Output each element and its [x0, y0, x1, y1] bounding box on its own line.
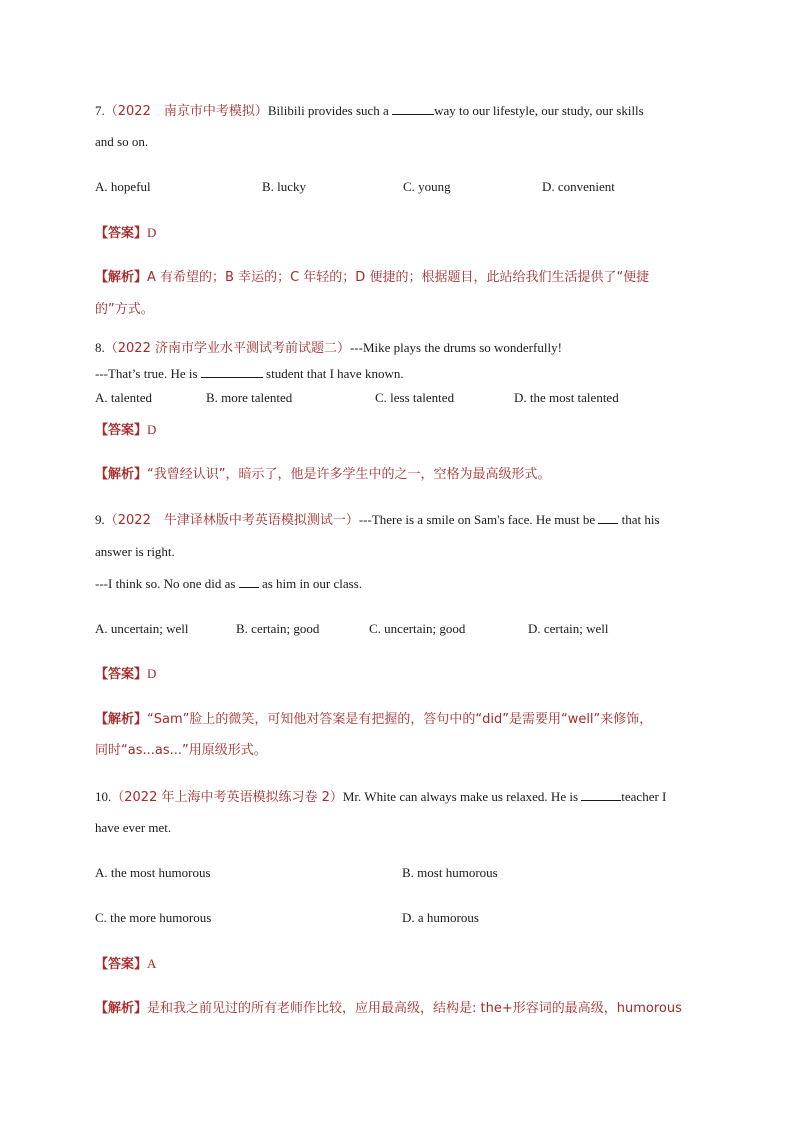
q8-stem-line2 [95, 365, 704, 383]
q9-analysis-line1 [95, 711, 704, 729]
q7-analysis-line1 [95, 269, 704, 287]
q8-option-c: C. less talented [375, 390, 455, 405]
q8-source: （2022 济南市学业水平测试考前试题二） [104, 341, 350, 356]
q9-stem3-post: as him in our class. [258, 576, 362, 591]
q8-stem-line1 [95, 339, 704, 358]
q7-stem-line1 [95, 102, 704, 121]
q9-stem-line1 [95, 511, 704, 530]
q7-answer-tag: 【答案】 [95, 226, 148, 241]
q7-stem-line2: and so on. [95, 134, 149, 149]
q7-answer [95, 224, 704, 243]
q7-answer-value: D [147, 225, 157, 240]
q8-option-b: B. more talented [206, 390, 293, 405]
q8-number: 8. [95, 340, 105, 355]
q7-option-d: D. convenient [542, 179, 615, 194]
q9-option-a: A. uncertain; well [95, 621, 189, 636]
q10-number: 10. [95, 789, 112, 804]
q10-stem-post: teacher I [621, 789, 667, 804]
q8-stem-pre: ---That’s true. He is [95, 366, 201, 381]
q10-answer-tag: 【答案】 [95, 957, 148, 972]
q7-blank [392, 102, 434, 115]
q7-option-a: A. hopeful [95, 179, 151, 194]
q10-source: （2022 年上海中考英语模拟练习卷 2） [111, 790, 343, 805]
q9-option-b: B. certain; good [236, 621, 320, 636]
q10-option-d: D. a humorous [402, 910, 479, 925]
q9-answer-tag: 【答案】 [95, 667, 148, 682]
q9-stem-line3 [95, 575, 704, 593]
q8-option-d: D. the most talented [514, 390, 619, 405]
q9-stem-pre: ---There is a smile on Sam's face. He must be [358, 512, 599, 527]
q7-analysis-tag: 【解析】 [95, 270, 148, 285]
q10-option-c: C. the more humorous [95, 910, 212, 925]
q8-stem-post: student that I have known. [262, 366, 404, 381]
q10-stem-line1 [95, 788, 704, 807]
q10-analysis-tag: 【解析】 [95, 1001, 148, 1016]
q7-stem-pre: Bilibili provides such a [267, 103, 393, 118]
q8-analysis-line1 [95, 466, 704, 484]
q8-blank [201, 365, 263, 378]
q7-analysis-text1: A 有希望的；B 幸运的；C 年轻的；D 便捷的；根据题目，此站给我们生活提供了“便捷 [147, 270, 650, 285]
q9-analysis-text1: “Sam”脸上的微笑，可知他对答案是有把握的，答句中的“did”是需要用“well”来修饰， [147, 712, 653, 727]
q10-stem-line2: have ever met. [95, 820, 172, 835]
q9-source: （2022 牛津译林版中考英语模拟测试一） [104, 513, 359, 528]
q7-option-c: C. young [403, 179, 451, 194]
q9-analysis-line2: 同时“as...as...”用原级形式。 [95, 743, 267, 758]
q9-blank-2 [239, 575, 259, 588]
q8-option-a: A. talented [95, 390, 153, 405]
q8-analysis-tag: 【解析】 [95, 467, 148, 482]
q7-analysis-line2: 的”方式。 [95, 302, 154, 317]
q9-number: 9. [95, 512, 105, 527]
q9-analysis-tag: 【解析】 [95, 712, 148, 727]
q7-option-b: B. lucky [262, 179, 307, 194]
q8-stem-text1: ---Mike plays the drums so wonderfully! [349, 340, 562, 355]
q9-stem3-pre: ---I think so. No one did as [95, 576, 239, 591]
q8-answer-tag: 【答案】 [95, 423, 148, 438]
q7-stem-post: way to our lifestyle, our study, our skills [434, 103, 644, 118]
q10-option-a: A. the most humorous [95, 865, 211, 880]
q9-option-c: C. uncertain; good [369, 621, 466, 636]
q10-blank [581, 788, 621, 801]
q10-option-b: B. most humorous [402, 865, 498, 880]
q10-analysis-line1 [95, 1000, 704, 1018]
q8-answer [95, 421, 704, 440]
q9-blank-1 [598, 511, 618, 524]
q9-stem-line2: answer is right. [95, 544, 175, 559]
q10-analysis-text1: 是和我之前见过的所有老师作比较，应用最高级，结构是: the+形容词的最高级，humorous [147, 1001, 682, 1016]
q9-option-d: D. certain; well [528, 621, 609, 636]
q10-answer-value: A [147, 956, 157, 971]
q7-number: 7. [95, 103, 105, 118]
q10-answer [95, 955, 704, 974]
q7-source: （2022 南京市中考模拟） [104, 104, 268, 119]
q10-stem-pre: Mr. White can always make us relaxed. He is [342, 789, 582, 804]
q9-answer-value: D [147, 666, 157, 681]
q8-answer-value: D [147, 422, 157, 437]
q9-stem-post: that his [618, 512, 660, 527]
q9-answer [95, 665, 704, 684]
q8-analysis-text1: “我曾经认识”，暗示了，他是许多学生中的之一，空格为最高级形式。 [147, 467, 551, 482]
